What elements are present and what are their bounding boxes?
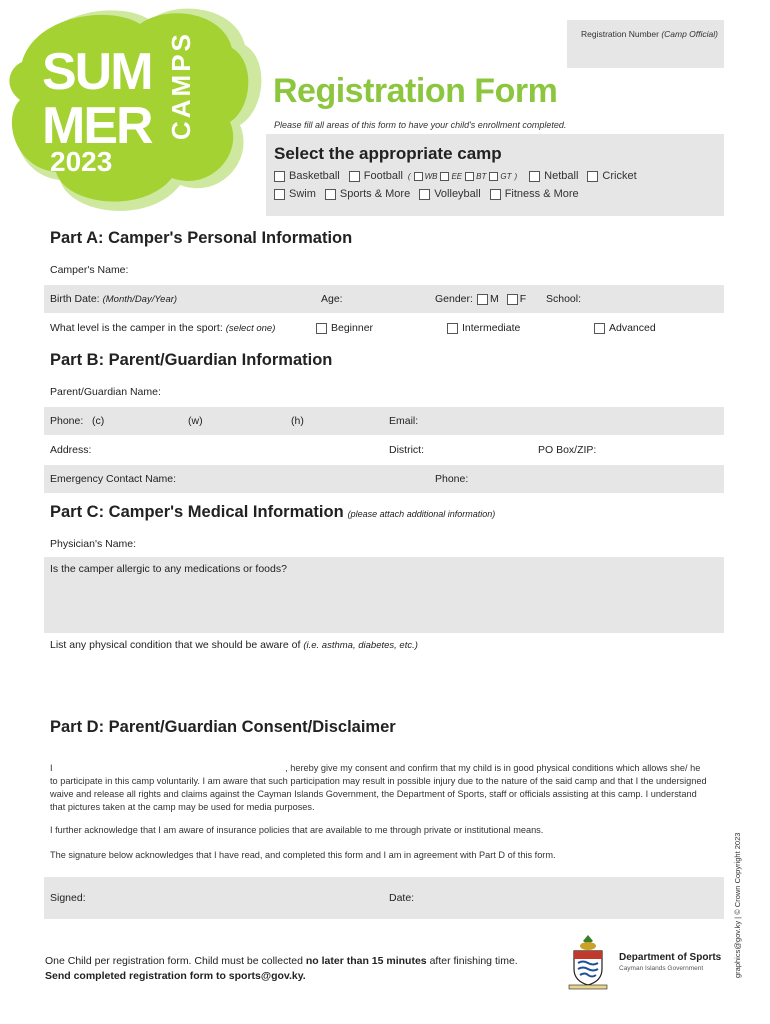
school-field[interactable]: School: bbox=[546, 293, 582, 305]
checkbox[interactable] bbox=[529, 171, 540, 182]
signature-row bbox=[44, 877, 724, 919]
phone-email-row bbox=[44, 407, 724, 435]
emergency-phone-field[interactable]: Phone: bbox=[435, 473, 469, 485]
phone-work-field[interactable]: (w) bbox=[188, 415, 203, 427]
checkbox[interactable] bbox=[587, 171, 598, 182]
part-c-heading: Part C: Camper's Medical Information (please attach additional information) bbox=[50, 503, 496, 521]
sport-level-row bbox=[44, 314, 724, 342]
registration-number-label: Registration Number bbox=[580, 29, 659, 39]
government-name: Cayman Islands Government bbox=[619, 965, 704, 972]
checkbox[interactable] bbox=[447, 323, 458, 334]
department-block bbox=[619, 952, 721, 972]
phone-label: Phone: bbox=[50, 415, 84, 427]
insurance-paragraph: I further acknowledge that I am aware of insurance policies that are available to me through private or institutional means. bbox=[50, 825, 544, 835]
consent-paragraph: I , hereby give my consent and confirm that my child is in good physical conditions which allows she/ he to participate in this camp voluntarily. I am aware that such participation may result in possible injury due to the nature of the said camp and that I the undersigned waive and release all rights and claims against the Cayman Islands Government, the Department of Sports, staff or officials assisting at this camp. I understand that pictures taken at the camp may be used for media purposes. bbox=[50, 763, 707, 812]
camp-row-1 bbox=[274, 170, 716, 182]
sport-level-label: What level is the camper in the sport: (select one) bbox=[50, 322, 276, 334]
part-b-heading: Part B: Parent/Guardian Information bbox=[50, 351, 333, 369]
phone-home-field[interactable]: (h) bbox=[291, 415, 304, 427]
camp-row-2 bbox=[274, 188, 716, 200]
checkbox[interactable] bbox=[490, 189, 501, 200]
campers-name-row[interactable] bbox=[44, 256, 724, 284]
allergy-question: Is the camper allergic to any medications or foods? bbox=[50, 563, 287, 575]
address-row bbox=[44, 436, 724, 464]
checkbox[interactable] bbox=[349, 171, 360, 182]
checkbox[interactable] bbox=[274, 171, 285, 182]
date-field[interactable]: Date: bbox=[389, 892, 415, 904]
footer-line-1: One Child per registration form. Child must be collected no later than 15 minutes after finishing time. bbox=[45, 955, 518, 967]
checkbox[interactable] bbox=[316, 323, 327, 334]
form-title: Registration Form bbox=[273, 72, 558, 110]
checkbox[interactable] bbox=[594, 323, 605, 334]
logo-camps-text: CAMPS bbox=[166, 31, 196, 140]
checkbox-wb[interactable] bbox=[414, 172, 423, 181]
allergy-textarea[interactable] bbox=[44, 557, 724, 633]
camp-option-volleyball[interactable]: Volleyball bbox=[419, 188, 480, 200]
phone-cell-field[interactable]: (c) bbox=[92, 415, 105, 427]
camp-selection-heading: Select the appropriate camp bbox=[274, 144, 502, 163]
level-advanced-option[interactable]: Advanced bbox=[594, 322, 656, 334]
guardian-name-label: Parent/Guardian Name: bbox=[50, 386, 161, 398]
checkbox[interactable] bbox=[325, 189, 336, 200]
checkbox[interactable] bbox=[419, 189, 430, 200]
registration-number-note: (Camp Official) bbox=[661, 29, 718, 39]
birth-info-row bbox=[44, 285, 724, 313]
logo-mer-text: MER bbox=[42, 97, 152, 155]
conditions-note: (i.e. asthma, diabetes, etc.) bbox=[303, 640, 418, 651]
camp-option-swim[interactable]: Swim bbox=[274, 188, 316, 200]
gender-f-checkbox[interactable] bbox=[507, 294, 518, 305]
level-intermediate-option[interactable]: Intermediate bbox=[447, 322, 520, 334]
camp-option-netball[interactable]: Netball bbox=[529, 170, 578, 182]
logo-year-text: 2023 bbox=[50, 146, 113, 177]
checkbox[interactable] bbox=[274, 189, 285, 200]
form-subtitle: Please fill all areas of this form to have your child's enrollment completed. bbox=[274, 120, 567, 130]
physician-row[interactable] bbox=[44, 530, 724, 558]
campers-name-label: Camper's Name: bbox=[50, 264, 129, 276]
logo-sum-text: SUM bbox=[42, 43, 152, 101]
part-c-note: (please attach additional information) bbox=[347, 509, 496, 519]
age-field[interactable]: Age: bbox=[321, 293, 343, 305]
camp-option-basketball[interactable]: Basketball bbox=[274, 170, 340, 182]
camp-option-fitness-more[interactable]: Fitness & More bbox=[490, 188, 579, 200]
level-beginner-option[interactable]: Beginner bbox=[316, 322, 373, 334]
checkbox-bt[interactable] bbox=[465, 172, 474, 181]
birth-date-field[interactable]: Birth Date: (Month/Day/Year) bbox=[50, 293, 178, 305]
camp-option-sports-more[interactable]: Sports & More bbox=[325, 188, 410, 200]
conditions-question: List any physical condition that we should be aware of bbox=[50, 639, 301, 651]
gender-m-checkbox[interactable] bbox=[477, 294, 488, 305]
camp-option-cricket[interactable]: Cricket bbox=[587, 170, 636, 182]
camp-option-football[interactable]: Football bbox=[349, 170, 403, 182]
address-field[interactable]: Address: bbox=[50, 444, 92, 456]
emergency-row bbox=[44, 465, 724, 493]
registration-number-box[interactable] bbox=[567, 20, 724, 68]
gender-field: Gender: M F bbox=[435, 293, 527, 305]
summer-camps-logo bbox=[0, 0, 270, 225]
checkbox-ee[interactable] bbox=[440, 172, 449, 181]
signed-field[interactable]: Signed: bbox=[50, 892, 86, 904]
part-a-heading: Part A: Camper's Personal Information bbox=[50, 229, 353, 247]
pobox-field[interactable]: PO Box/ZIP: bbox=[538, 444, 597, 456]
checkbox-gt[interactable] bbox=[489, 172, 498, 181]
conditions-textarea[interactable] bbox=[44, 633, 724, 709]
email-field[interactable]: Email: bbox=[389, 415, 419, 427]
guardian-name-row[interactable] bbox=[44, 378, 724, 406]
district-field[interactable]: District: bbox=[389, 444, 424, 456]
side-copyright-text: graphics@gov.ky | © Crown Copyright 2023 bbox=[733, 832, 742, 978]
camp-selection-box bbox=[266, 134, 724, 216]
emergency-contact-field[interactable]: Emergency Contact Name: bbox=[50, 473, 177, 485]
department-name: Department of Sports bbox=[619, 952, 722, 963]
footer-instructions bbox=[45, 954, 518, 984]
physician-label: Physician's Name: bbox=[50, 538, 137, 550]
signature-ack-paragraph: The signature below acknowledges that I have read, and completed this form and I am in agreement with Part D of this form. bbox=[50, 850, 556, 860]
football-sub-options: ( WB EE BT GT ) bbox=[407, 171, 518, 181]
part-d-heading: Part D: Parent/Guardian Consent/Disclaimer bbox=[50, 718, 396, 736]
cayman-crest-icon bbox=[565, 933, 611, 991]
footer-line-2: Send completed registration form to sports@gov.ky. bbox=[45, 970, 306, 982]
